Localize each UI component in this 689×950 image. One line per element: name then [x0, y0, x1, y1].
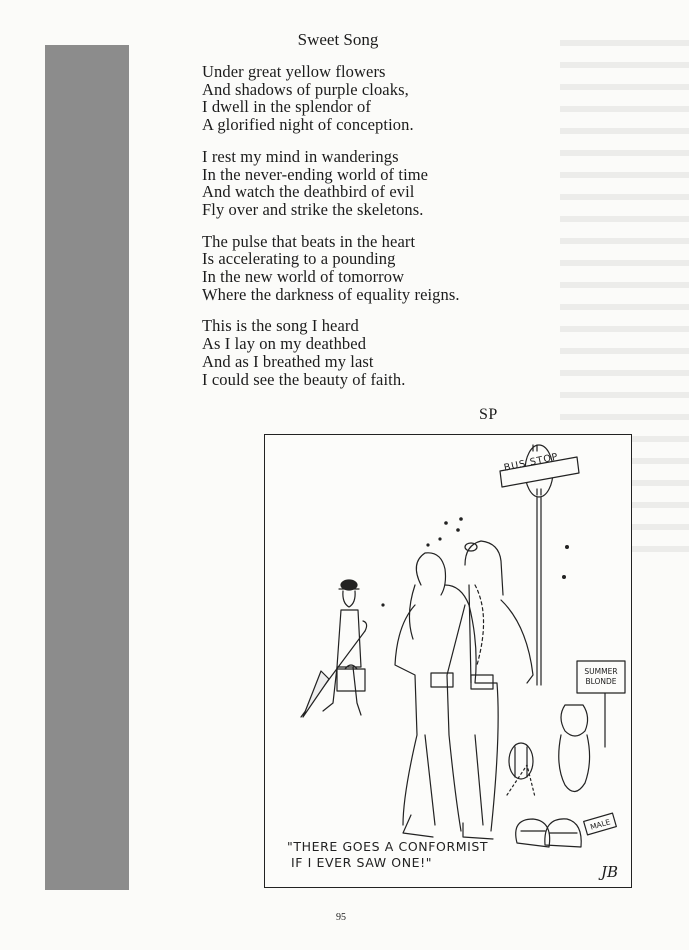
stanza	[202, 233, 542, 304]
cartoon-caption	[287, 839, 488, 871]
garbage-bags	[516, 813, 617, 847]
caption-line: IF I EVER SAW ONE!"	[291, 855, 433, 870]
poem-line: Under great yellow flowers	[202, 62, 386, 81]
stanza	[202, 317, 542, 388]
poem-line: In the never-ending world of time	[202, 164, 429, 184]
summer-blonde-sign	[579, 667, 623, 687]
cartoon-drawing	[265, 435, 633, 889]
poem-line: The pulse that beats in the heart	[202, 231, 416, 251]
artist-initials: JB	[601, 863, 619, 881]
poem-line: A glorified night of conception.	[202, 115, 414, 135]
poem-line: And watch the deathbird of evil	[202, 182, 415, 202]
poem-body	[202, 63, 542, 402]
poem-line: I rest my mind in wanderings	[202, 146, 399, 166]
poem-line: As I lay on my deathbed	[202, 334, 367, 354]
poem-line: And as I breathed my last	[202, 351, 374, 371]
caption-line: "THERE GOES A CONFORMIST	[287, 839, 489, 854]
male-tag: MALE	[589, 817, 612, 832]
poem-line: I dwell in the splendor of	[202, 97, 371, 117]
cartoon-illustration	[264, 434, 632, 888]
poem-line: Fly over and strike the skeletons.	[202, 199, 424, 219]
stanza	[202, 148, 542, 219]
poem-line: In the new world of tomorrow	[202, 267, 405, 287]
page-number: 95	[336, 912, 346, 923]
cactus-plant	[507, 743, 535, 797]
businessman-figure	[301, 580, 367, 717]
hippie-couple	[395, 541, 533, 839]
poem-line: Where the darkness of equality reigns.	[202, 284, 460, 304]
poem-line: And shadows of purple cloaks,	[202, 79, 409, 99]
sign-line: SUMMER	[584, 667, 618, 676]
bus-stop-text: BUS STOP	[503, 451, 560, 474]
sign-line: BLONDE	[585, 677, 617, 686]
poem-line: Is accelerating to a pounding	[202, 249, 396, 269]
poem-line: I could see the beauty of faith.	[202, 369, 406, 389]
stanza	[202, 63, 542, 134]
bus-stop-sign	[500, 445, 579, 685]
poem-signature: SP	[479, 406, 498, 423]
poem-line: This is the song I heard	[202, 316, 359, 336]
gray-margin-bar	[45, 45, 129, 890]
poem-title: Sweet Song	[297, 30, 379, 49]
